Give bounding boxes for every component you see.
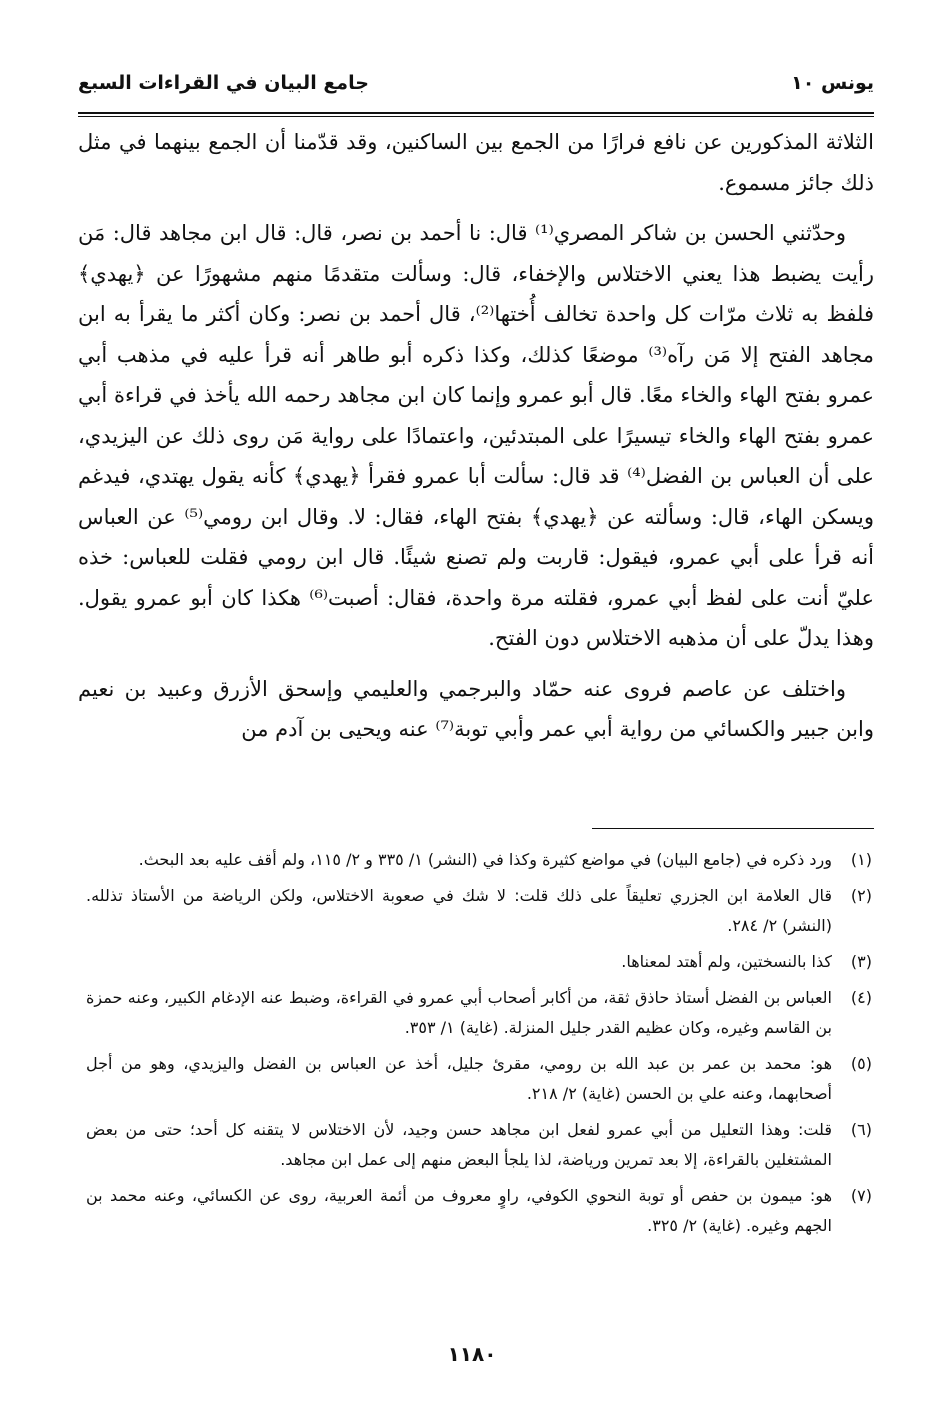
footnote xyxy=(86,1181,872,1241)
footnote-number: (٧) xyxy=(850,1186,872,1205)
footnote-number: (٥) xyxy=(850,1054,872,1073)
footnote xyxy=(86,947,872,977)
footnote-text: ورد ذكره في (جامع البيان) في مواضع كثيرة وكذا في (النشر) ١/ ٣٣٥ و ٢/ ١١٥، ولم أقف عليه بعد البحث. xyxy=(138,850,832,869)
footnote xyxy=(86,1049,872,1109)
running-header xyxy=(78,72,874,94)
footnote-number: (٢) xyxy=(850,886,872,905)
footnote xyxy=(86,881,872,941)
footnote xyxy=(86,1115,872,1175)
main-text xyxy=(78,122,874,760)
footnote xyxy=(86,983,872,1043)
footnote xyxy=(86,845,872,875)
footnote-separator xyxy=(592,828,874,829)
footnote-text: هو: محمد بن عمر بن عبد الله بن رومي، مقرئ جليل، أخذ عن العباس بن الفضل واليزيدي، وهو من أجل أصحابهما، وعنه علي بن الحسن (غاية) ٢/ ٢١٨. xyxy=(86,1054,832,1103)
footnote-text: قلت: وهذا التعليل من أبي عمرو لفعل ابن مجاهد حسن وجيد، لأن الاختلاس لا يتقنه كل أحد؛ حتى من بعض المشتغلين بالقراءة، إلا بعد تمرين ورياضة، لذا يلجأ البعض منهم إلى عمل ابن مجاهد. xyxy=(86,1120,832,1169)
page-number: ١١٨٠ xyxy=(447,1342,497,1366)
header-book-title: جامع البيان في القراءات السبع xyxy=(78,72,369,94)
footnote-text: العباس بن الفضل أستاذ حاذق ثقة، من أكابر أصحاب أبي عمرو في القراءة، وضبط عنه الإدغام الكبير، وعنه حمزة بن القاسم وغيره، وكان عظيم القدر جليل المنزلة. (غاية) ١/ ٣٥٣. xyxy=(86,988,832,1037)
header-surah-label: يونس ١٠ xyxy=(791,72,874,94)
footnote-number: (٣) xyxy=(850,952,872,971)
footnote-number: (٦) xyxy=(850,1120,872,1139)
header-rule xyxy=(78,112,874,117)
footnote-text: كذا بالنسختين، ولم أهتد لمعناها. xyxy=(621,952,832,971)
footnote-number: (١) xyxy=(850,850,872,869)
paragraph: واختلف عن عاصم فروى عنه حمّاد والبرجمي والعليمي وإسحق الأزرق وعبيد بن نعيم وابن جبير والكسائي من رواية أبي عمر وأبي توبة⁽⁷⁾ عنه ويحيى بن آدم من xyxy=(78,676,874,741)
paragraph: وحدّثني الحسن بن شاكر المصري⁽¹⁾ قال: نا أحمد بن نصر، قال: قال ابن مجاهد قال: مَن رأيت يضبط هذا يعني الاختلاس والإخفاء، قال: وسألت متقدمًا منهم مشهورًا عن ﴿يهدي﴾ فلفظ به ثلاث مرّات كل واحدة تخالف أُختها⁽²⁾، قال أحمد بن نصر: وكان أكثر ما يقرأ به ابن مجاهد الفتح إلا مَن رآه⁽³⁾ موضعًا كذلك، وكذا ذكره أبو طاهر أنه قرأ عليه في مذهب أبي عمرو بفتح الهاء والخاء معًا. قال أبو عمرو وإنما كان ابن مجاهد رحمه الله يأخذ في قراءة أبي عمرو بفتح الهاء والخاء تيسيرًا على المبتدئين، واعتمادًا على رواية مَن روى ذلك عن اليزيدي، على أن العباس بن الفضل⁽⁴⁾ قد قال: سألت أبا عمرو فقرأ ﴿يهدي﴾ كأنه يقول يهتدي، فيدغم ويسكن الهاء، قال: وسألته عن ﴿يهدي﴾ بفتح الهاء، فقال: لا. وقال ابن رومي⁽⁵⁾ عن العباس أنه قرأ على أبي عمرو، فيقول: قاربت ولم تصنع شيئًا. قال ابن رومي فقلت للعباس: خذه عليّ أنت على لفظ أبي عمرو، فقلته مرة واحدة، فقال: أصبت⁽⁶⁾ هكذا كان أبو عمرو يقول. وهذا يدلّ على أن مذهبه الاختلاس دون الفتح. xyxy=(78,221,875,650)
footnote-text: هو: ميمون بن حفص أو توبة النحوي الكوفي، راوٍ معروف من أئمة العربية، روى عن الكسائي، وعنه محمد بن الجهم وغيره. (غاية) ٢/ ٣٢٥. xyxy=(86,1186,832,1235)
paragraph: الثلاثة المذكورين عن نافع فرارًا من الجمع بين الساكنين، وقد قدّمنا أن الجمع بينهما في مثل ذلك جائز مسموع. xyxy=(78,130,874,195)
footnote-number: (٤) xyxy=(850,988,872,1007)
footnote-text: قال العلامة ابن الجزري تعليقاً على ذلك قلت: لا شك في صعوبة الاختلاس، ولكن الرياضة من الأستاذ تذلله. (النشر) ٢/ ٢٨٤. xyxy=(86,886,832,935)
footnotes xyxy=(86,845,872,1247)
